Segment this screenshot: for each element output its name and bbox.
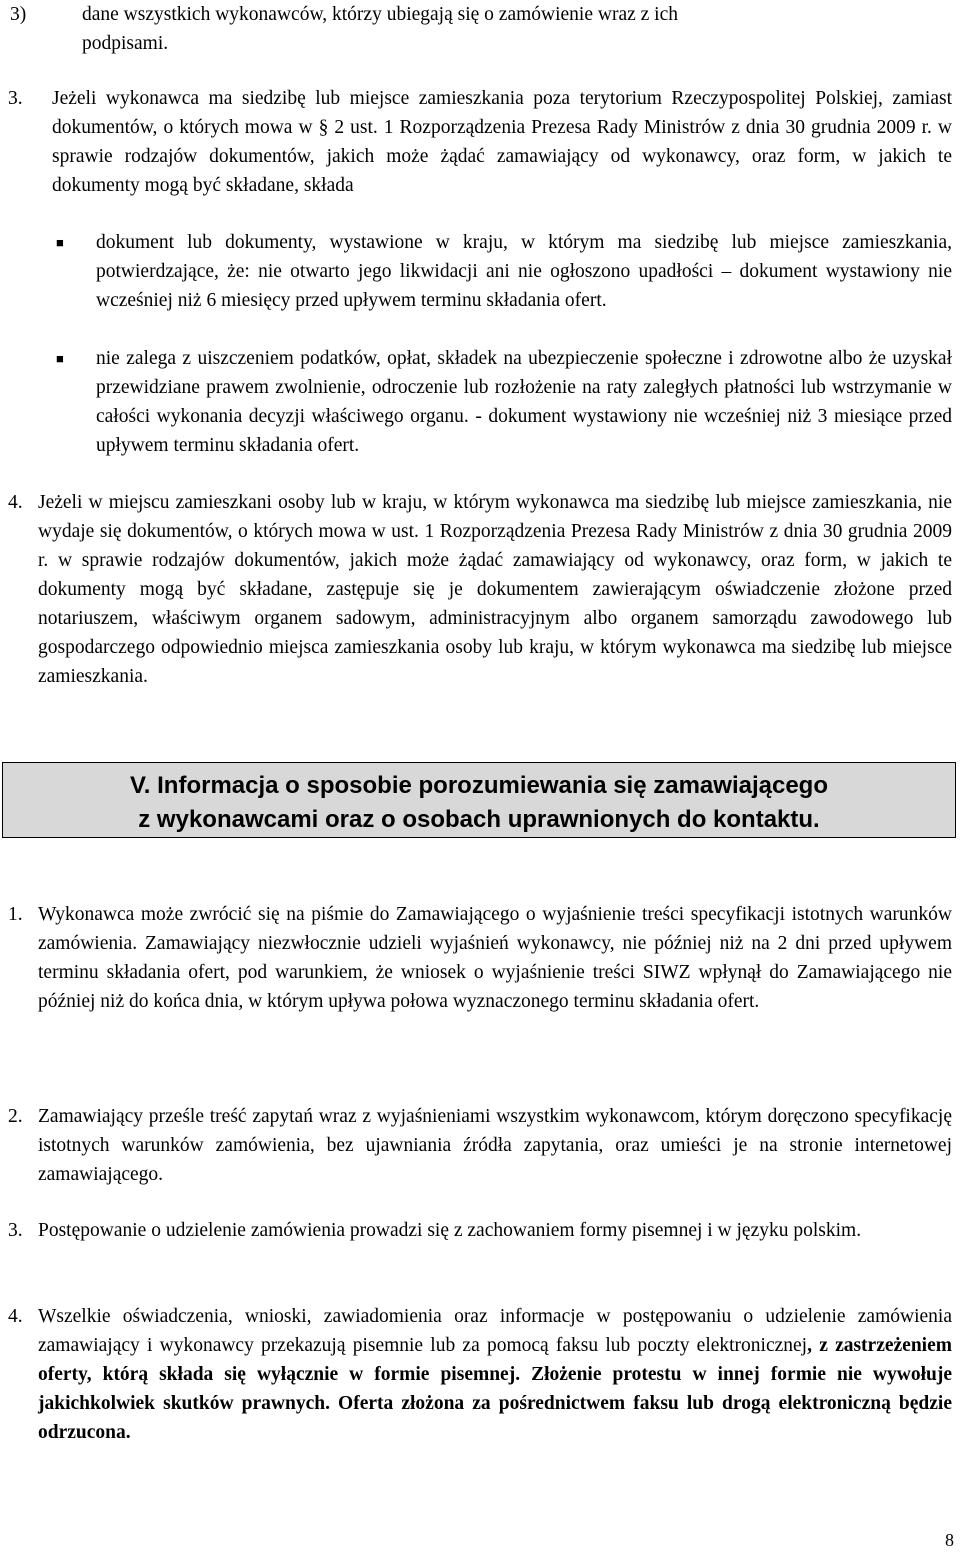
bullet-text: nie zalega z uiszczeniem podatków, opłat, składek na ubezpieczenie społeczne i zdrowotne albo że uzyskał przewidziane prawem zwolnienie, odroczenie lub rozłożenie na raty zaległych płatności lub wstrzymanie w całości wykonania decyzji właściwego organu. - dokument wystawiony nie wcześniej niż 3 miesiące przed upływem terminu składania ofert.: [96, 348, 952, 456]
list-item-text-plain: Wszelkie oświadczenia, wnioski, zawiadomienia oraz informacje w postępowaniu o udzielenie zamówienia zamawiający i wykonawcy przekazują pisemnie lub za pomocą faksu lub poczty elektronicznej: [38, 1306, 952, 1356]
list-item-text: podpisami.: [82, 33, 169, 54]
list-item: [8, 1302, 952, 1447]
list-item: [8, 84, 952, 200]
list-item-number: 2.: [8, 1106, 23, 1127]
list-item-number: 3): [10, 4, 27, 25]
list-item: [10, 0, 850, 58]
list-item-text: Jeżeli wykonawca ma siedzibę lub miejsce zamieszkania poza terytorium Rzeczypospolitej Polskiej, zamiast dokumentów, o których mowa w § 2 ust. 1 Rozporządzenia Prezesa Rady Ministrów z dnia 30 grudnia 2009 r. w sprawie rodzajów dokumentów, jakich może żądać zamawiający od wykonawcy, oraz form, w jakich te dokumenty mogą być składane, składa: [52, 88, 952, 196]
list-item: [8, 1216, 952, 1245]
list-item-text: dane wszystkich wykonawców, którzy ubiegają się o zamówienie wraz z ich: [82, 4, 678, 25]
square-bullet-icon: ■: [56, 351, 64, 366]
list-item-text: Wykonawca może zwrócić się na piśmie do Zamawiającego o wyjaśnienie treści specyfikacji istotnych warunków zamówienia. Zamawiający niezwłocznie udzieli wyjaśnień wykonawcy, nie później niż na 2 dni przed upływem terminu składania ofert, pod warunkiem, że wniosek o wyjaśnienie treści SIWZ wpłynął do Zamawiającego nie później niż do końca dnia, w którym upływa połowa wyznaczonego terminu składania ofert.: [38, 904, 952, 1012]
list-item-text-bold: , z zastrzeżeniem oferty, którą składa się wyłącznie w formie pisemnej. Złożenie protestu w innej formie nie wywołuje jakichkolwiek skutków prawnych. Oferta złożona za pośrednictwem faksu lub drogą elektroniczną będzie odrzucona.: [38, 1335, 952, 1443]
list-item-number: 4.: [8, 492, 23, 513]
section-header: [2, 762, 956, 838]
bullet-item: [56, 344, 952, 460]
list-item-number: 1.: [8, 904, 23, 925]
list-item: [8, 900, 952, 1016]
list-item-text: [8, 1302, 952, 1447]
list-item: [8, 488, 952, 691]
list-item: [8, 1102, 952, 1189]
bullet-item: [56, 228, 952, 315]
section-title-line: V. Informacja o sposobie porozumiewania się zamawiającego: [129, 772, 828, 799]
section-title: [3, 763, 955, 837]
list-item-text: Jeżeli w miejscu zamieszkani osoby lub w kraju, w którym wykonawca ma siedzibę lub miejsce zamieszkania, nie wydaje się dokumentów, o których mowa w ust. 1 Rozporządzenia Prezesa Rady Ministrów z dnia 30 grudnia 2009 r. w sprawie rodzajów dokumentów, jakich może żądać zamawiający od wykonawcy, oraz form, w jakich te dokumenty mogą być składane, zastępuje się je dokumentem zawierającym oświadczenie złożone przed notariuszem, właściwym organem sadowym, administracyjnym albo organem samorządu zawodowego lub gospodarczego odpowiednio miejsca zamieszkania osoby lub kraju, w którym wykonawca ma siedzibę lub miejsce zamieszkania.: [38, 492, 952, 687]
section-title-line: z wykonawcami oraz o osobach uprawnionych do kontaktu.: [138, 806, 820, 833]
page-number: 8: [945, 1530, 954, 1550]
list-item-number: 4.: [8, 1306, 23, 1327]
square-bullet-icon: ■: [56, 235, 64, 250]
list-item-text: Postępowanie o udzielenie zamówienia prowadzi się z zachowaniem formy pisemnej i w języku polskim.: [38, 1220, 862, 1241]
list-item-number: 3.: [8, 88, 23, 109]
bullet-text: dokument lub dokumenty, wystawione w kraju, w którym ma siedzibę lub miejsce zamieszkania, potwierdzające, że: nie otwarto jego likwidacji ani nie ogłoszono upadłości – dokument wystawiony nie wcześniej niż 6 miesięcy przed upływem terminu składania ofert.: [96, 232, 952, 311]
list-item-text: Zamawiający prześle treść zapytań wraz z wyjaśnieniami wszystkim wykonawcom, którym doręczono specyfikację istotnych warunków zamówienia, bez ujawniania źródła zapytania, oraz umieści je na stronie internetowej zamawiającego.: [38, 1106, 952, 1185]
list-item-number: 3.: [8, 1220, 23, 1241]
